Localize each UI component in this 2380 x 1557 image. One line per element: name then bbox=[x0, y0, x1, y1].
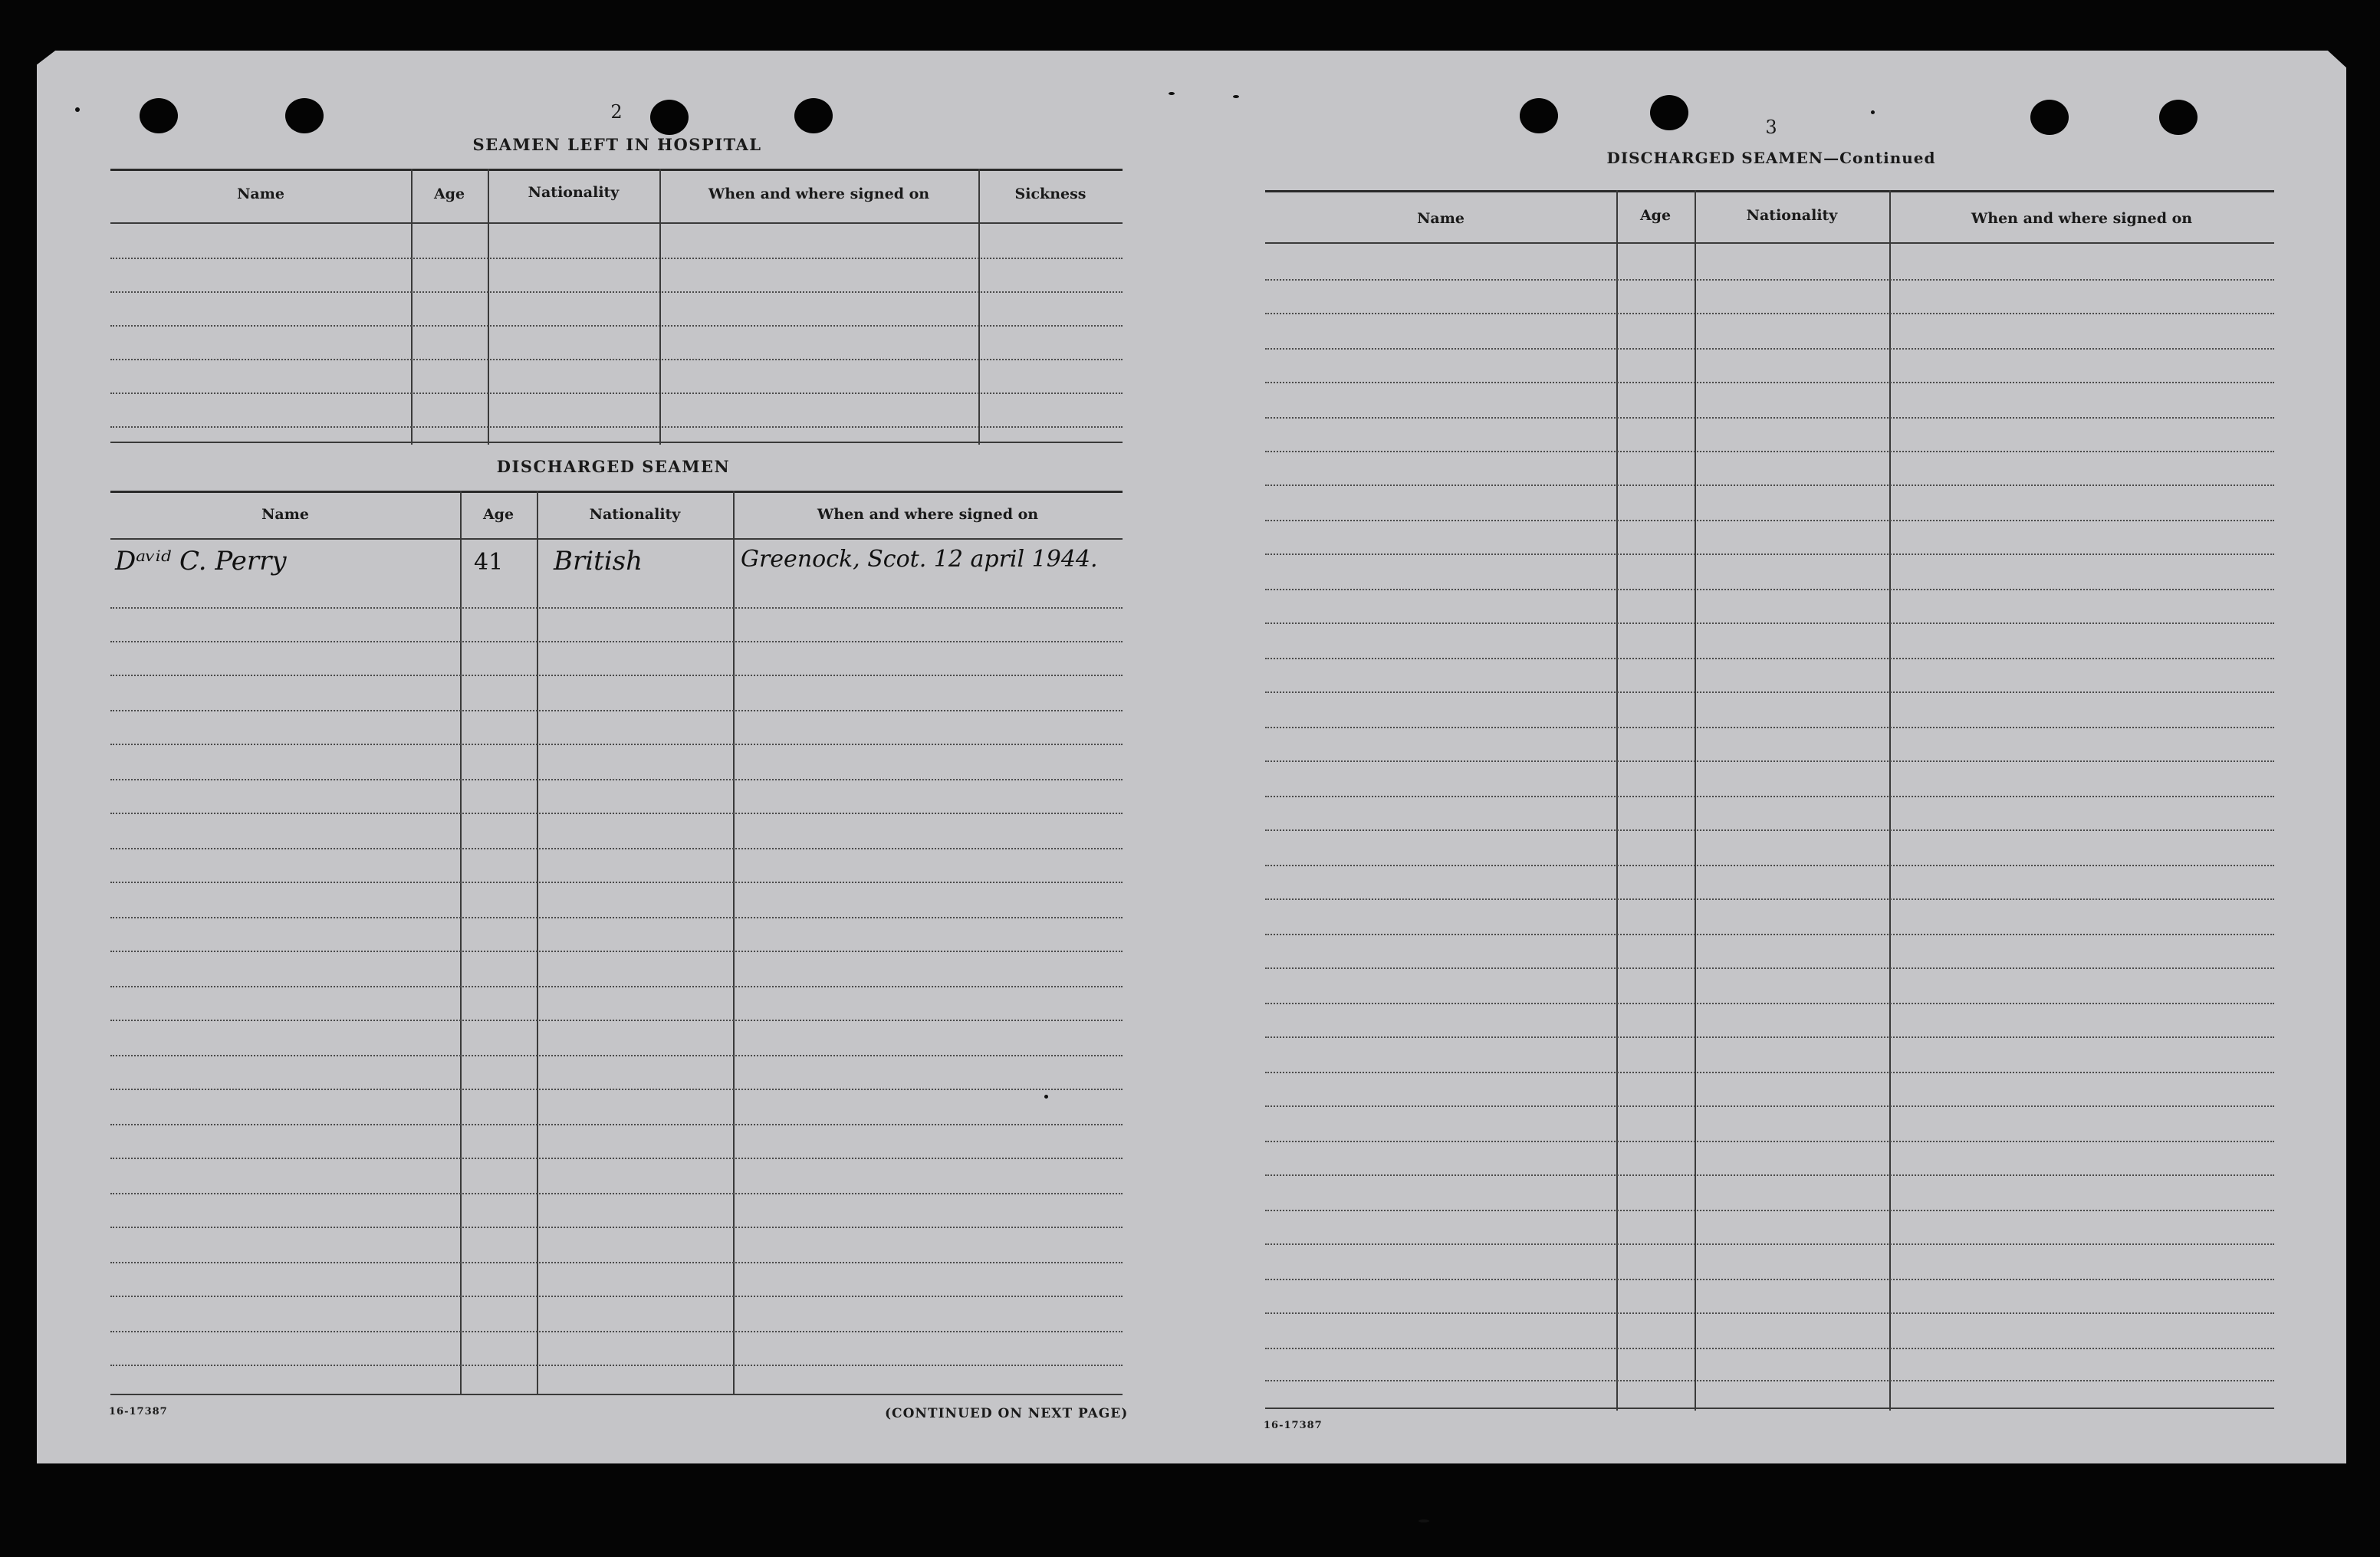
punch-hole bbox=[794, 98, 833, 133]
entry-nationality: British bbox=[554, 546, 643, 576]
punch-hole bbox=[1520, 98, 1558, 133]
right-col-nationality: Nationality bbox=[1746, 207, 1838, 224]
entry-age: 41 bbox=[474, 549, 504, 576]
right-page-number: 3 bbox=[1765, 117, 1777, 138]
right-form-number: 16-17387 bbox=[1264, 1420, 1323, 1431]
dust-speck bbox=[1233, 95, 1239, 98]
discharged-col-name: Name bbox=[261, 506, 309, 523]
discharged-title: DISCHARGED SEAMEN bbox=[496, 457, 731, 476]
hospital-col-sickness: Sickness bbox=[1014, 186, 1086, 202]
dust-speck bbox=[1169, 92, 1175, 95]
dust-speck bbox=[1418, 1519, 1429, 1523]
hospital-col-name: Name bbox=[237, 186, 284, 202]
discharged-col-age: Age bbox=[482, 506, 514, 523]
entry-name: Dᵃᵛⁱᵈ C. Perry bbox=[115, 546, 287, 576]
right-col-age: Age bbox=[1639, 207, 1672, 224]
entry-signed-on: Greenock, Scot. 12 april 1944. bbox=[741, 546, 1098, 573]
continued-note: (CONTINUED ON NEXT PAGE) bbox=[885, 1406, 1129, 1421]
punch-hole bbox=[1650, 95, 1688, 130]
dust-speck bbox=[1871, 110, 1875, 114]
discharged-col-nationality: Nationality bbox=[589, 506, 681, 523]
right-col-signed-on: When and where signed on bbox=[1971, 210, 2193, 227]
hospital-table bbox=[110, 169, 1123, 445]
right-col-name: Name bbox=[1417, 210, 1464, 227]
punch-hole bbox=[2159, 100, 2198, 135]
hospital-col-signed-on: When and where signed on bbox=[708, 186, 930, 202]
discharged-table-left bbox=[110, 491, 1123, 1395]
discharged-table-right bbox=[1265, 190, 2274, 1411]
left-page-number: 2 bbox=[610, 101, 623, 123]
punch-hole bbox=[650, 100, 689, 135]
left-form-number: 16-17387 bbox=[109, 1406, 168, 1417]
discharged-col-signed-on: When and where signed on bbox=[817, 506, 1039, 523]
hospital-title: SEAMEN LEFT IN HOSPITAL bbox=[472, 135, 762, 154]
hospital-col-age: Age bbox=[433, 186, 465, 202]
hospital-col-nationality: Nationality bbox=[528, 184, 620, 201]
punch-hole bbox=[285, 98, 324, 133]
punch-hole bbox=[2030, 100, 2069, 135]
punch-hole bbox=[140, 98, 178, 133]
dust-speck bbox=[75, 107, 80, 112]
right-title: DISCHARGED SEAMEN—Continued bbox=[1606, 149, 1936, 167]
